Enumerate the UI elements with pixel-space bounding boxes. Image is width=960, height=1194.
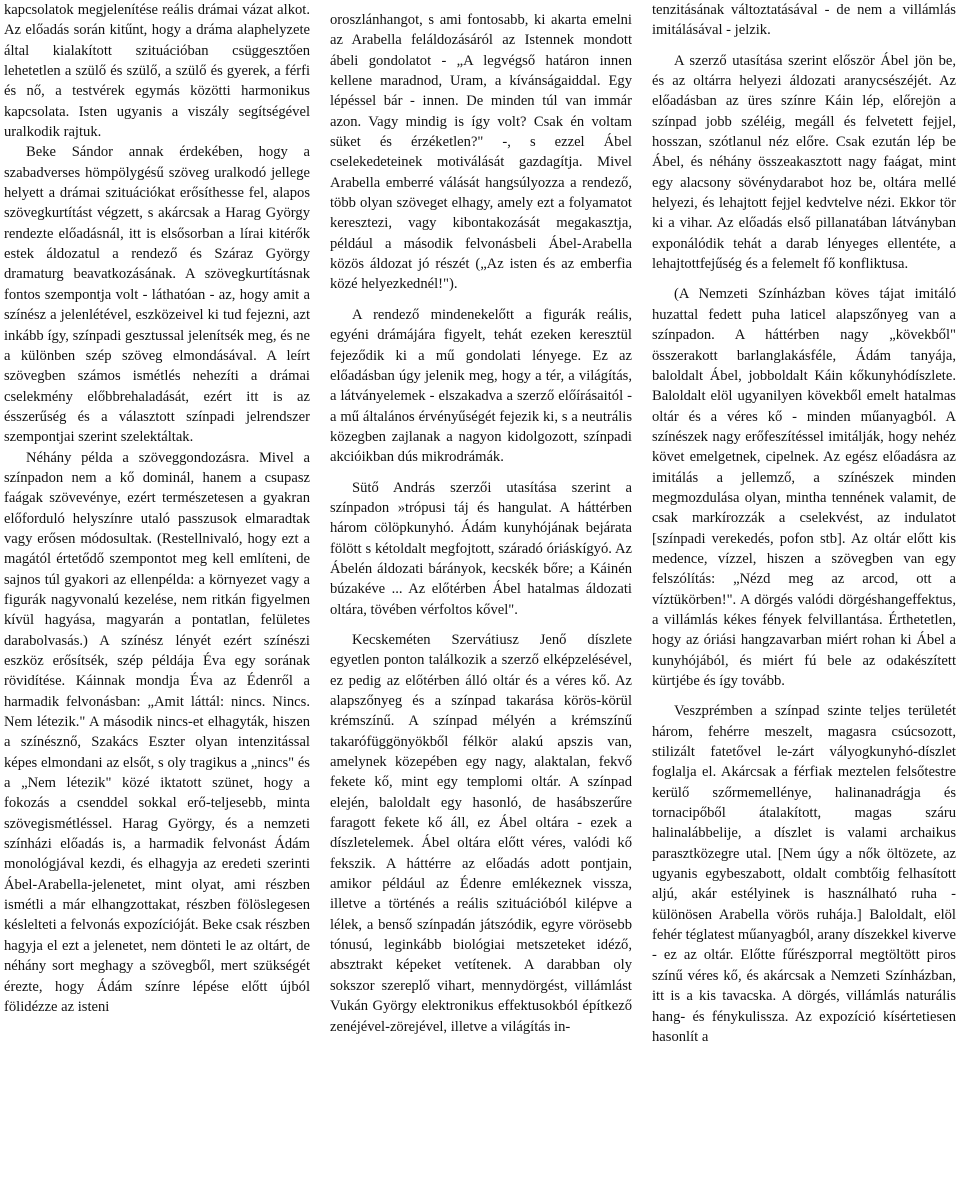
paragraph: oroszlánhangot, s ami fontosabb, ki akarta emelni az Arabella feláldozásáról az Istennek mondott ábeli gondolatot - „A legvégső határon innen kellene maradnod, Uram, a kívánságaiddal. Egy lépéssel bár - innen. De minden túl van immár azon. Vagy mindig is így volt? Csak én voltam süket és érzéketlen?" -, s ezzel Ábel cselekedeteinek motiválását gazdagítja. Mivel Arabella emberré válását hangsúlyozza a rendező, több olyan szöveget elhagy, amely ezt a folyamatot keresztezi, vagy kibontakozását megakasztja, például a második felvonásbeli Ábel-Arabella közös áldozat jó részét („Az isten és az emberfia közé helyezkednél!").	[330, 12, 632, 293]
paragraph: kapcsolatok megjelenítése reális drámai vázat alkot. Az előadás során kitűnt, hogy a dráma alaphelyzete által kialakított szituációban csüggesztően lehetetlen a szülő és szülő, a szülő és gyerek, a férfi és nő, a testvérek egymás közötti harmonikus kapcsolata. Isten ugyanis a viszály segítségével uralkodik rajtuk.	[4, 2, 310, 141]
paragraph: A rendező mindenekelőtt a figurák reális, egyéni drámájára figyelt, tehát ezeken keresztül fejeződik ki a mű gondolati lényege. Ez az előadásban úgy jelenik meg, hogy a tér, a világítás, a látványelemek - elszakadva a szerző előírásaitól - a mű általános érvényűségét fejezik ki, s a neutrális közegben zajlanak a nagyon kidolgozott, színpadi akcióikban dús mikrodrámák.	[330, 306, 632, 466]
paragraph: Néhány példa a szöveggondozásra. Mivel a színpadon nem a kő dominál, hanem a csupasz faágak szövevénye, ezért természetesen a gyakran előforduló helyszínre utaló passzusok elmaradtak vagy erősen módosultak. (Restellnivaló, hogy ezt a magától értetődő szempontot meg kell említeni, de sajnos túl gyakori az ellenpélda: a környezet vagy a figurák nagyvonalú kezelése, nem ritkán figyelmen kívül hagyása, magyarán a pontatlan, felületes darabolvasás.) A színész lényét ezért színészi eszköz erősítsék, szép példája Éva egy sorának rövidítése. Káinnak mondja Éva az Édenről a harmadik felvonásban: „Amit láttál: nincs. Nincs. Nem létezik." A második nincs-et elhagyták, hiszen a színésznő, Szakács Eszter olyan intenzitással képes elmondani az elsőt, s oly tragikus a „nincs" és a „Nem létezik" közé iktatott szünet, hogy a fokozás a csenddel sokkal erő-teljesebb, minta szövegismétléssel. Harag György, és a nemzeti színházi előadás is, a harmadik felvonást Ádám monológjával kezdi, és elhagyja az eredeti szerinti Ábel-Arabella-jelenetet, mint olyat, ami részben ismétli a már elhangzottakat, részben fölöslegesen késlelteti a felvonás expozícióját. Beke csak részben hagyja el ezt a jelenetet, nem dönteti le az oltárt, de néhány sort meghagy a szövegből, mert szükségét érezte, hogy Ádám színre lépése előtt újból fölidézze az isteni	[4, 449, 310, 1015]
paragraph: Beke Sándor annak érdekében, hogy a szabadverses hömpölygésű szöveg uralkodó jellege helyett a drámai szituációkat erősíthesse fel, alapos szövegkurtítást végzett, s akárcsak a Harag György rendezte előadásnál, itt is elsősorban a lírai kitérők estek áldozatul a rendező és Száraz György dramaturg beavatkozásának. A szövegkurtításnak fontos szempontja volt - láthatóan - az, hogy amit a színész a jelenlétével, eszközeivel ki tud fejezni, azt inkább így, színpadi gesztussal jelenítsék meg, és ne a különben szép szöveg elmondásával. A leírt szövegben számos ismétlés nehezíti a drámai cselekmény előbbrehaladását, ezért itt is az ésszerűség és a választott színpadi jelrendszer szempontjai szerint szelektáltak.	[4, 144, 310, 446]
paragraph: Kecskeméten Szervátiusz Jenő díszlete egyetlen ponton találkozik a szerző elképzelésével, ez pedig az előtérben álló oltár és a véres kő. Az alapszőnyeg és a színpad takarása körös-körül krémszínű. A színpad mélyén a krémszínű takarófüggönyökből félkör alakú apszis van, amelynek közepében egy nagy, alaktalan, fekvő fekete kő, mint egy templomi oltár. A színpad elején, baloldalt egy hasonló, de hasábszerűre faragott fekete kő áll, ez Ábel oltára - ezek a díszletelemek. Ábel oltára előtt véres, valódi kő fekszik. A háttérre az előadás adott pontjain, amikor például az Édenre emlékeznek vissza, illetve a történés a reális szituációból kilépve a lélek, a benső színpadán játszódik, egyre vörösebb tónusú, leginkább biológiai metszeteket idéző, absztrakt képeket vetítenek. A darabban oly sokszor szereplő vihart, mennydörgést, villámlást Vukán György elektronikus effektusokból építkező zenéjével-zörejével, illetve a világítás in-	[330, 631, 632, 1035]
paragraph: A szerző utasítása szerint először Ábel jön be, és az oltárra helyezi áldozati aranycsészéjét. Az előadásban az üres színre Káin lép, előrejön a színpad jobb széléig, megáll és felvetett fejjel, hosszan, szótlanul néz előre. Csak ezután lép be Ábel, és néhány összeakasztott nagy faágat, mint egy alacsony sövénydarabot hoz be, oltára mellé helyezi, és lehajtott fejjel kedvtelve nézi. Ekkor tör ki a vihar. Az előadás első pillanatában látványban exponálódik tehát a darab lényeges ellentéte, a lehajtottfejűség és a felemelt fő konfliktusa.	[652, 52, 956, 273]
paragraph: tenzitásának változtatásával - de nem a villámlás imitálásával - jelzik.	[652, 2, 956, 39]
paragraph: (A Nemzeti Színházban köves tájat imitáló huzattal fedett puha laticel alapszőnyeg van a színpadon. A háttérben nagy „kövekből" összerakott barlanglakásféle, Ádám tanyája, baloldalt Ábel, jobboldalt Káin kőkunyhódíszlete. Baloldalt elöl ugyanilyen kövekből emelt hatalmas oltár és a véres kő - minden műanyagból. A színészek nagy erőfeszítéssel imitálják, hogy nehéz követ emelgetnek, cipelnek. Az egész előadásra az imitálás a jellemző, a színészek minden megmozdulása olyan, mintha tennének valamit, de csak markírozzák a cselekvést, az indulatot [színpadi verekedés, pofon stb]. Az oltár előtt kis medence, vízzel, hiszen a szövegben van egy felszólítás: „Nézd meg az arcod, ott a víztükörben!". A dörgés valódi dörgéshangeffektus, a villámlás kékes fények felvillantása. Érthetetlen, hogy az óriási hangzavarban miért rohan ki Ábel a kunyhójából, és miért fú bele az odakészített kürtjébe és így tovább.	[652, 286, 956, 689]
text-column-left	[4, 0, 310, 1184]
document-page	[4, 0, 956, 1184]
paragraph: Sütő András szerzői utasítása szerint a színpadon »trópusi táj és hangulat. A háttérben három cölöpkunyhó. Ádám kunyhójának bejárata fölött s kétoldalt megfojtott, száradó óriáskígyó. Az Ábelén áldozati bárányok, kecskék bőre; a Káinén búzakéve ... Az előtérben Ábel hatalmas áldozati oltára, tövében vérfoltos kővel".	[330, 479, 632, 618]
text-column-middle	[330, 10, 632, 1194]
paragraph: Veszprémben a színpad szinte teljes területét három, fehérre meszelt, magasra csúcsozott, stilizált fatetővel le-zárt vályogkunyhó-díszlet foglalja el. Akárcsak a férfiak meztelen felsőtestre kerülő szőrmemellénye, halinanadrágja és tornacipőből átalakított, magas száru halinalábbelije, a díszlet is valami archaikus parasztközegre utal. [Nem úgy a nők öltözete, az ugyanis egybeszabott, oldalt combtőig felhasított aljú, akár estélyinek is használható ruha - különösen Arabella vörös ruhája.] Baloldalt, elöl fehér téglatest műanyagból, arany díszekkel kiverve - ez az oltár. Előtte fűrészporral megtöltött piros színű véres kő, és akárcsak a Nemzeti Színházban, itt is a kis tavacska. A dörgés, villámlás naturális hang- és fénykulissza. Az expozíció kísértetiesen hasonlít a	[652, 703, 956, 1045]
text-column-right	[652, 0, 956, 1184]
